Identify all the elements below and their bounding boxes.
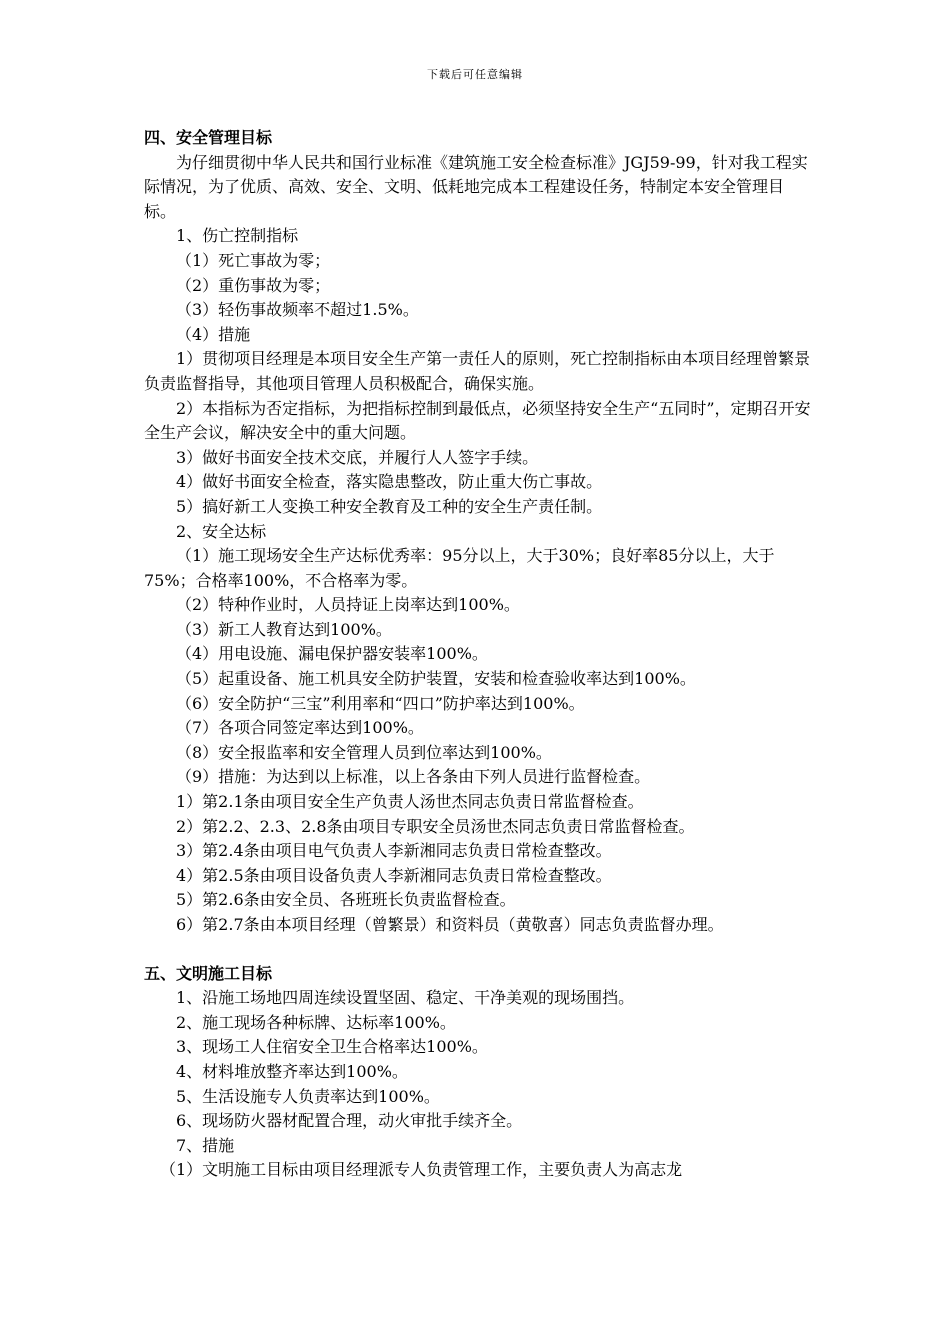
list-item: （1）施工现场安全生产达标优秀率：95分以上，大于30%；良好率85分以上，大于75%；合格率100%，不合格率为零。 bbox=[144, 546, 775, 590]
list-item: （8）安全报监率和安全管理人员到位率达到100%。 bbox=[176, 742, 552, 762]
list-item: 3、现场工人住宿安全卫生合格率达100%。 bbox=[176, 1037, 488, 1057]
list-item: 2）第2.2、2.3、2.8条由项目专职安全员汤世杰同志负责日常监督检查。 bbox=[176, 816, 695, 836]
list-item: 2）本指标为否定指标，为把指标控制到最低点，必须坚持安全生产“五同时”，定期召开安全生产会议，解决安全中的重大问题。 bbox=[144, 398, 811, 443]
paragraph: 为仔细贯彻中华人民共和国行业标准《建筑施工安全检查标准》JGJ59-99，针对我工程实际情况，为了优质、高效、安全、文明、低耗地完成本工程建设任务，特制定本安全管理目标。 bbox=[144, 152, 808, 221]
list-item: 5）搞好新工人变换工种安全教育及工种的安全生产责任制。 bbox=[176, 496, 603, 516]
document-body bbox=[144, 126, 812, 1183]
list-item: 5、生活设施专人负责率达到100%。 bbox=[176, 1086, 440, 1106]
list-item: （1）死亡事故为零； bbox=[176, 250, 331, 270]
list-item: （3）轻伤事故频率不超过1.5%。 bbox=[176, 300, 419, 320]
list-item: 3）第2.4条由项目电气负责人李新湘同志负责日常检查整改。 bbox=[176, 841, 612, 861]
list-item: （3）新工人教育达到100%。 bbox=[176, 619, 392, 639]
list-item: 7、措施 bbox=[176, 1135, 235, 1155]
list-item: 6、现场防火器材配置合理，动火审批手续齐全。 bbox=[176, 1111, 523, 1131]
list-item: （4）用电设施、漏电保护器安装率100%。 bbox=[176, 644, 488, 664]
list-item: （4）措施 bbox=[176, 324, 251, 344]
list-item: 6）第2.7条由本项目经理（曾繁景）和资料员（黄敬喜）同志负责监督办理。 bbox=[176, 915, 724, 934]
list-item: 1）第2.1条由项目安全生产负责人汤世杰同志负责日常监督检查。 bbox=[176, 792, 644, 812]
list-item: （2）重伤事故为零； bbox=[176, 275, 331, 295]
list-item: 2、施工现场各种标牌、达标率100%。 bbox=[176, 1012, 456, 1032]
list-item: 3）做好书面安全技术交底，并履行人人签字手续。 bbox=[176, 447, 539, 467]
list-item: （2）特种作业时，人员持证上岗率达到100%。 bbox=[176, 595, 520, 615]
list-item: 1、沿施工场地四周连续设置坚固、稳定、干净美观的现场围挡。 bbox=[176, 988, 635, 1008]
section-heading: 四、安全管理目标 bbox=[144, 128, 273, 147]
list-item: 5）第2.6条由安全员、各班班长负责监督检查。 bbox=[176, 890, 516, 910]
spacer bbox=[144, 938, 812, 962]
list-item: （6）安全防护“三宝”利用率和“四口”防护率达到100%。 bbox=[176, 693, 585, 713]
list-item: （9）措施：为达到以上标准，以上各条由下列人员进行监督检查。 bbox=[176, 767, 651, 787]
subheading: 2、安全达标 bbox=[176, 521, 267, 541]
list-item: 1）贯彻项目经理是本项目安全生产第一责任人的原则，死亡控制指标由本项目经理曾繁景负责监督指导，其他项目管理人员积极配合，确保实施。 bbox=[144, 349, 811, 393]
list-item: （5）起重设备、施工机具安全防护装置，安装和检查验收率达到100%。 bbox=[176, 669, 696, 689]
subheading: 1、伤亡控制指标 bbox=[176, 226, 299, 246]
list-item: （7）各项合同签定率达到100%。 bbox=[176, 718, 424, 738]
page-header: 下载后可任意编辑 bbox=[427, 68, 523, 81]
section-heading: 五、文明施工目标 bbox=[144, 963, 273, 983]
list-item: 4、材料堆放整齐率达到100%。 bbox=[176, 1061, 408, 1081]
list-item: （1）文明施工目标由项目经理派专人负责管理工作，主要负责人为高志龙 bbox=[160, 1160, 683, 1180]
list-item: 4）做好书面安全检查，落实隐患整改，防止重大伤亡事故。 bbox=[176, 472, 603, 492]
list-item: 4）第2.5条由项目设备负责人李新湘同志负责日常检查整改。 bbox=[176, 865, 612, 885]
